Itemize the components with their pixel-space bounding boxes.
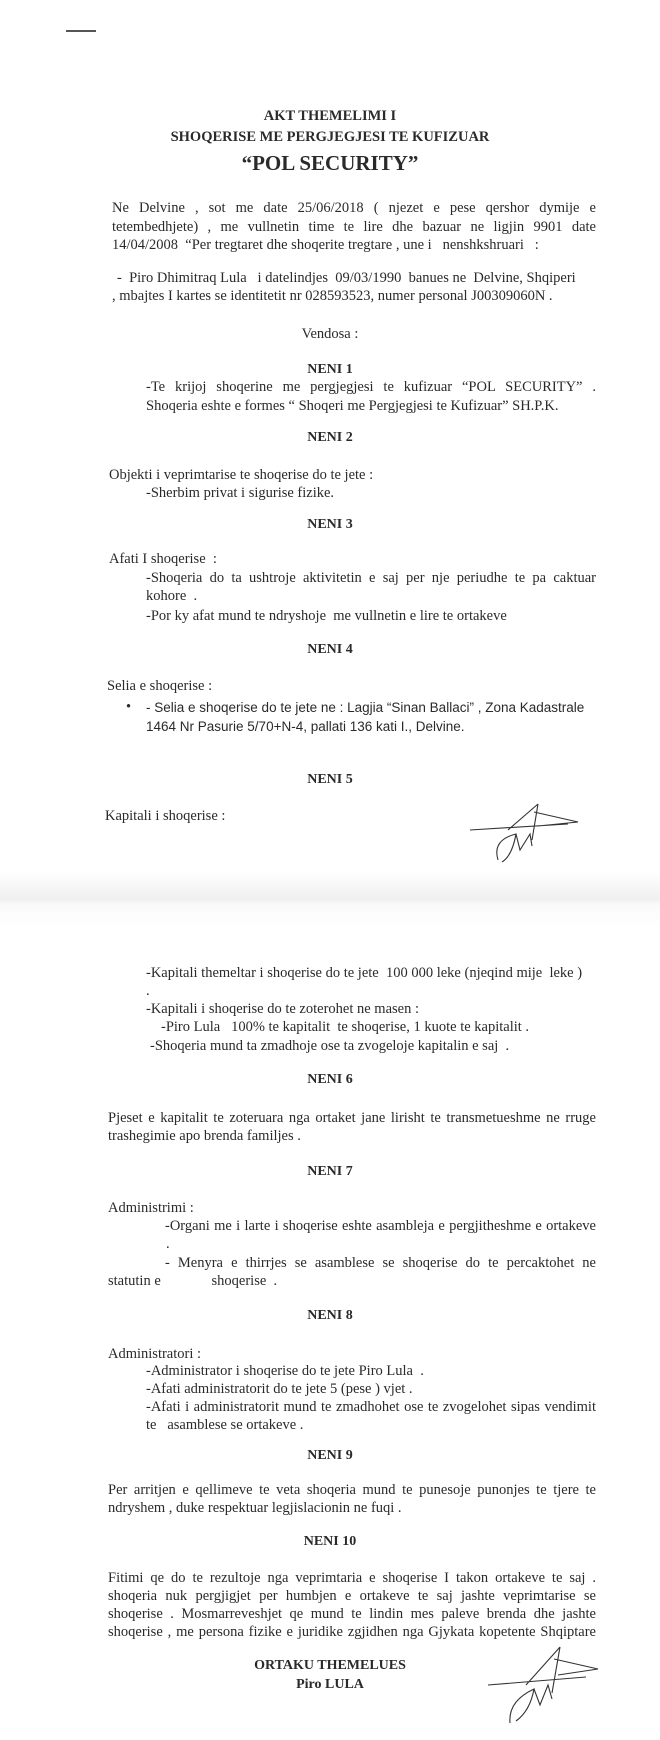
article-text: shoqerise , me persona fizike e juridike zgjidhen nga Gjykata kopetente Shqiptare: [108, 1624, 596, 1640]
article-heading: NENI 10: [303, 1534, 357, 1549]
article-text: Shoqeria eshte e formes “ Shoqeri me Pergjegjesi te Kufizuar” SH.P.K.: [146, 398, 559, 414]
article-text: Fitimi qe do te rezultoje nga veprimtaria e shoqerise I takon ortakeve te saj .: [108, 1570, 596, 1586]
article-text: .: [146, 983, 150, 999]
article-text: trashegimie apo brenda familjes .: [108, 1128, 301, 1144]
article-text: -Kapitali i shoqerise do te zoterohet ne masen :: [146, 1001, 419, 1017]
article-text: shoqeria nuk pergjigjet per humbjen e ortakeve te saj jashte veprimtarise se: [108, 1588, 596, 1604]
doc-title-line2: SHOQERISE ME PERGJEGJESI TE KUFIZUAR: [170, 129, 490, 145]
article-text: -Shoqeria mund ta zmadhoje ose ta zvogeloje kapitalin e saj .: [150, 1038, 510, 1054]
article-heading: NENI 3: [307, 517, 353, 532]
article-text: - Menyra e thirrjes se asamblese se shoqerise do te percaktohet ne: [165, 1255, 596, 1271]
doc-title-line1: AKT THEMELIMI I: [263, 108, 397, 124]
article-text: -Shoqeria do ta ushtroje aktivitetin e saj per nje periudhe te pa caktuar: [146, 570, 596, 586]
page-break: [0, 872, 660, 932]
article-text: te asamblese se ortakeve .: [146, 1417, 304, 1433]
article-heading: NENI 9: [307, 1448, 353, 1463]
vendosa: Vendosa :: [301, 326, 359, 342]
article-text: -Afati i administratorit mund te zmadhohet ose te zvogelohet sipas vendimit: [146, 1399, 596, 1415]
article-text: -Por ky afat mund te ndryshoje me vullnetin e lire te ortakeve: [146, 608, 507, 624]
intro-line: 14/04/2008 “Per tregtaret dhe shoqerite tregtare , une i nenshkshruari :: [112, 237, 539, 253]
article-text: -Organi me i larte i shoqerise eshte asambleja e pergjitheshme e ortakeve: [165, 1218, 596, 1234]
article-text: ndryshem , duke respektuar legjislacionin ne fuqi .: [108, 1500, 402, 1516]
article-text: Afati I shoqerise :: [109, 551, 217, 567]
article-heading: NENI 8: [307, 1308, 353, 1323]
article-text: statutin e shoqerise .: [108, 1273, 278, 1289]
article-text: -Te krijoj shoqerine me pergjegjesi te kufizuar “POL SECURITY” .: [146, 379, 596, 395]
article-text: -Administrator i shoqerise do te jete Piro Lula .: [146, 1363, 424, 1379]
article-text: -Sherbim privat i sigurise fizike.: [146, 485, 335, 501]
bullet-icon: •: [126, 699, 132, 715]
article-text: -Kapitali themeltar i shoqerise do te jete 100 000 leke (njeqind mije leke ): [146, 965, 583, 981]
article-heading: NENI 2: [307, 430, 353, 445]
article-text: -Piro Lula 100% te kapitalit te shoqerise, 1 kuote te kapitalit .: [161, 1019, 530, 1035]
article-text: Objekti i veprimtarise te shoqerise do te jete :: [109, 467, 374, 483]
founder-line: , mbajtes I kartes se identitetit nr 028593523, numer personal J00309060N .: [112, 288, 553, 304]
article-heading: NENI 6: [307, 1072, 353, 1087]
article-text: Kapitali i shoqerise :: [105, 808, 226, 824]
article-text: - Selia e shoqerise do te jete ne : Lagjia “Sinan Ballaci” , Zona Kadastrale: [146, 700, 585, 715]
intro-line: Ne Delvine , sot me date 25/06/2018 ( njezet e pese qershor dymije e: [112, 200, 596, 216]
article-text: shoqerise . Mosmarreveshjet qe mund te lindin mes paleve brenda dhe jashte: [108, 1606, 596, 1622]
scan-mark: [66, 30, 96, 32]
article-text: Selia e shoqerise :: [107, 678, 213, 694]
article-text: -Afati administratorit do te jete 5 (pese ) vjet .: [146, 1381, 413, 1397]
article-text: Per arritjen e qellimeve te veta shoqeria mund te punesoje punonjes te tjere te: [108, 1482, 596, 1498]
article-text: 1464 Nr Pasurie 5/70+N-4, pallati 136 kati I., Delvine.: [146, 719, 465, 734]
signatory-name: Piro LULA: [296, 1677, 364, 1692]
founder-line: - Piro Dhimitraq Lula i datelindjes 09/03/1990 banues ne Delvine, Shqiperi: [117, 270, 576, 286]
article-text: Administrimi :: [108, 1200, 194, 1216]
article-heading: NENI 7: [307, 1164, 353, 1179]
article-text: kohore .: [146, 588, 198, 604]
article-text: .: [166, 1236, 170, 1252]
signature-image: [486, 1645, 606, 1725]
signature-image: [468, 800, 588, 865]
intro-line: tetembedhjete) , me vullnetin time te lire dhe bazuar ne ligjin 9901 date: [112, 219, 596, 235]
article-heading: NENI 5: [307, 772, 353, 787]
signatory-role: ORTAKU THEMELUES: [254, 1658, 406, 1673]
doc-title-company: “POL SECURITY”: [241, 151, 419, 175]
article-text: Administratori :: [108, 1346, 202, 1362]
article-heading: NENI 1: [307, 362, 353, 377]
article-heading: NENI 4: [307, 642, 353, 657]
article-text: Pjeset e kapitalit te zoteruara nga ortaket jane lirisht te transmetueshme ne rruge: [108, 1110, 596, 1126]
